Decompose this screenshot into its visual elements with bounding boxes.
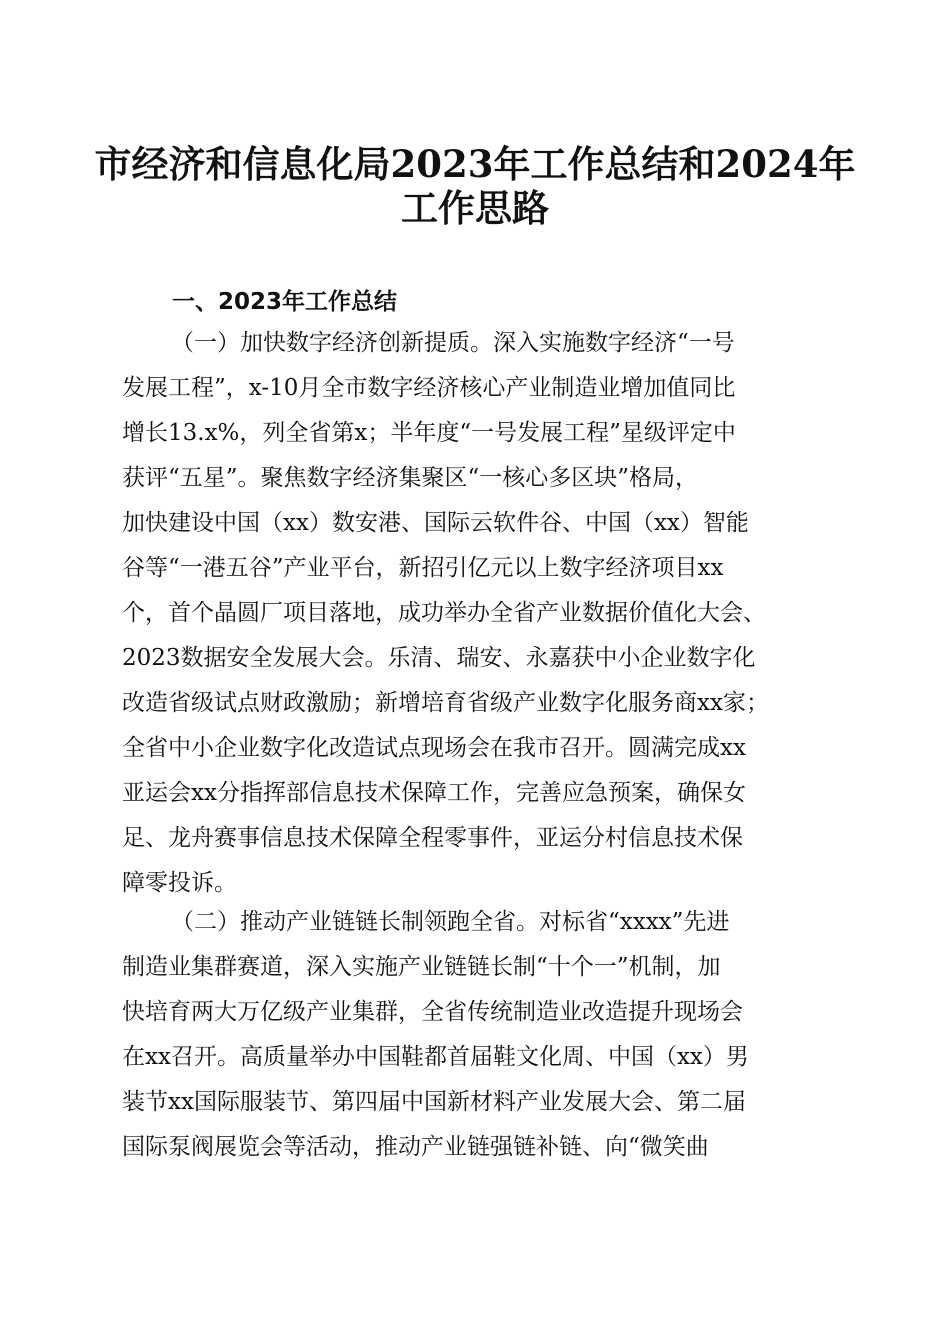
paragraph-1-line: 个，首个晶圆厂项目落地，成功举办全省产业数据价值化大会、 (122, 600, 766, 626)
paragraph-1-line: 足、龙舟赛事信息技术保障全程零事件，亚运分村信息技术保 (122, 825, 743, 851)
paragraph-1-line: 获评“五星”。聚焦数字经济集聚区“一核心多区块”格局， (122, 465, 699, 491)
paragraph-2-line: 装节xx国际服装节、第四届中国新材料产业发展大会、第二届 (122, 1089, 746, 1115)
paragraph-1-line: 发展工程”，x-10月全市数字经济核心产业制造业增加值同比 (122, 375, 736, 401)
paragraph-1-line: 障零投诉。 (122, 870, 237, 896)
paragraph-1-line: 改造省级试点财政激励；新增培育省级产业数字化服务商xx家； (122, 690, 769, 716)
paragraph-2-line: 快培育两大万亿级产业集群，全省传统制造业改造提升现场会 (122, 999, 743, 1025)
paragraph-1-line: 2023数据安全发展大会。乐清、瑞安、永嘉获中小企业数字化 (122, 645, 756, 671)
paragraph-2-line: （二）推动产业链链长制领跑全省。对标省“xxxx”先进 (171, 909, 730, 935)
paragraph-1-line: 增长13.x%，列全省第x；半年度“一号发展工程”星级评定中 (122, 420, 736, 446)
paragraph-1-line: （一）加快数字经济创新提质。深入实施数字经济“一号 (171, 330, 735, 356)
document-title-line-1: 市经济和信息化局2023年工作总结和2024年 (94, 142, 856, 186)
paragraph-1-line: 加快建设中国（xx）数安港、国际云软件谷、中国（xx）智能 (122, 510, 749, 536)
section-heading: 一、2023年工作总结 (172, 289, 398, 315)
paragraph-2-line: 在xx召开。高质量举办中国鞋都首届鞋文化周、中国（xx）男 (122, 1044, 749, 1070)
document-title-line-2: 工作思路 (401, 186, 549, 230)
paragraph-1-line: 全省中小企业数字化改造试点现场会在我市召开。圆满完成xx (122, 735, 746, 761)
paragraph-2-line: 制造业集群赛道，深入实施产业链链长制“十个一”机制，加 (122, 954, 721, 980)
paragraph-1-line: 亚运会xx分指挥部信息技术保障工作，完善应急预案，确保女 (122, 780, 746, 806)
paragraph-1-line: 谷等“一港五谷”产业平台，新招引亿元以上数字经济项目xx (122, 555, 724, 581)
paragraph-2-line: 国际泵阀展览会等活动，推动产业链强链补链、向“微笑曲 (122, 1134, 709, 1160)
